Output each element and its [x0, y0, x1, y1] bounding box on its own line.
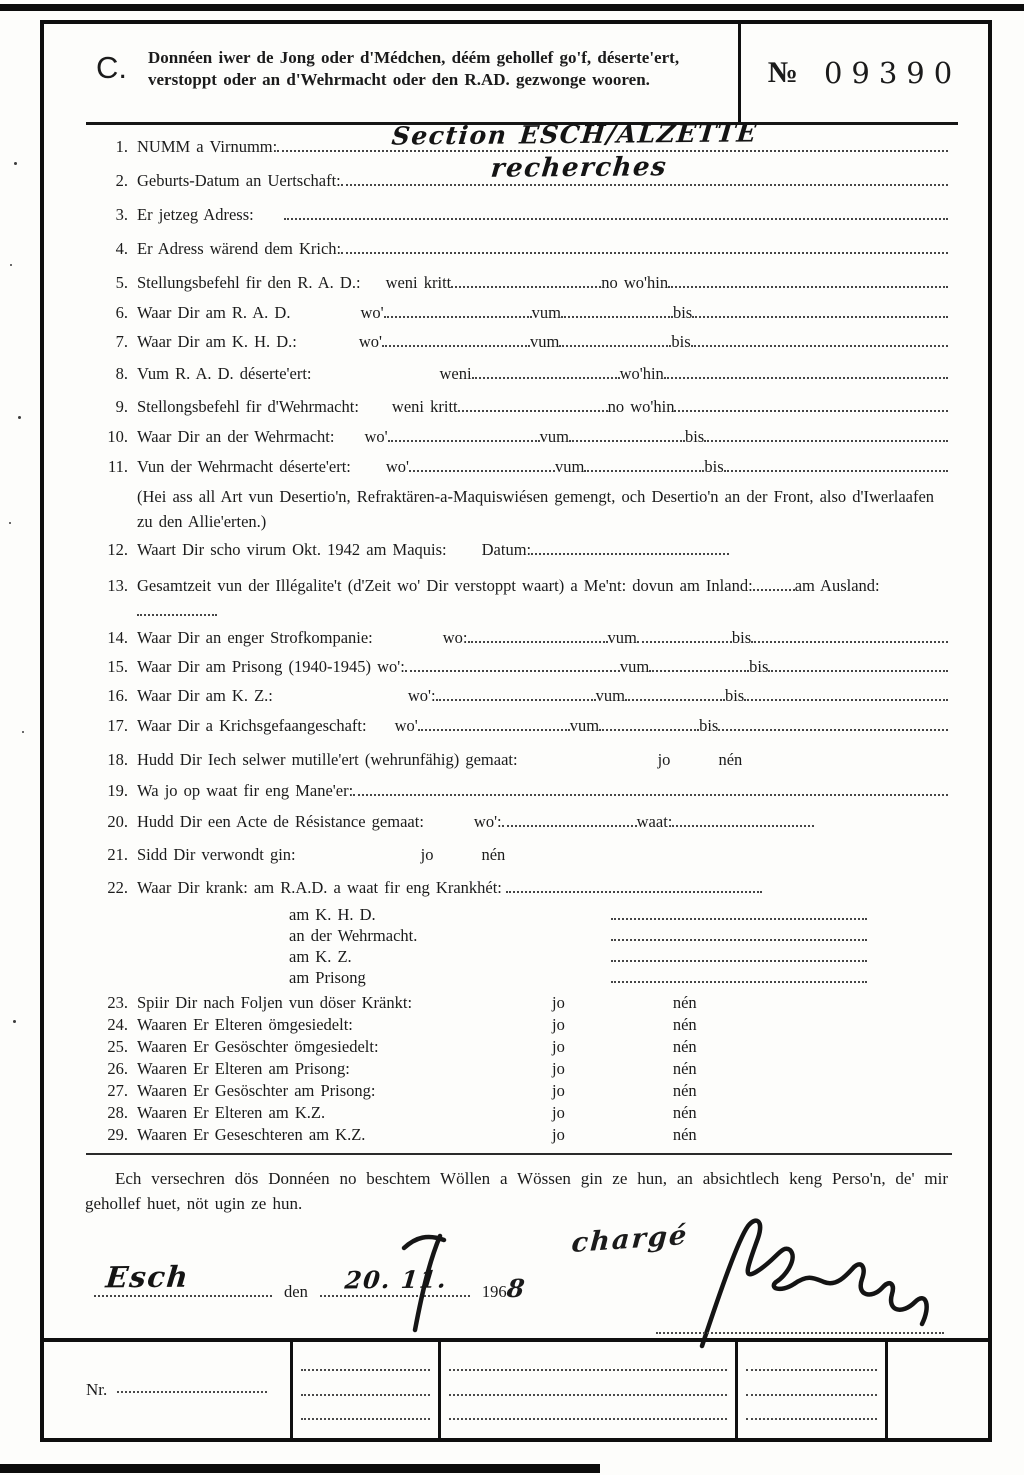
- document-number: 09390: [823, 56, 962, 90]
- row-content: [137, 1103, 948, 1123]
- form-row-14: [92, 628, 948, 655]
- scan-top-edge: [0, 4, 1024, 11]
- row-content: [137, 686, 948, 706]
- field-label: an der Wehrmacht.: [289, 926, 418, 945]
- row-content: [137, 576, 880, 620]
- row-number: 3.: [115, 205, 128, 224]
- row-content: [137, 427, 948, 447]
- form-subrow: [92, 968, 948, 989]
- field-label: am K. H. D.: [289, 905, 376, 924]
- form-row-22: [92, 878, 948, 905]
- dotted-blank: [468, 638, 608, 643]
- field-label: Waar Dir krank: am R.A.D. a waat fir eng Krankhét:: [137, 878, 502, 897]
- field-label: am Ausland:: [794, 576, 880, 595]
- field-label: Gesamtzeit vun der Illégalite't (d'Zeit wo' Dir verstoppt waart) a Me'nt: dovun am Inland:: [137, 576, 753, 595]
- form-row-16: [92, 686, 948, 713]
- form-subrow: [92, 905, 948, 926]
- option-jo: jo: [552, 1125, 565, 1144]
- dotted-blank: [384, 313, 532, 318]
- field-label: wo': [394, 716, 418, 735]
- field-label: bis: [671, 332, 691, 351]
- dotted-row-line: [449, 1368, 727, 1371]
- option-nen: nén: [672, 1015, 697, 1034]
- document-title: Donnéen iwer de Jong oder d'Médchen, déém gehollef go'f, déserte'ert, verstoppt oder an d'Wehrmacht oder den R.AD. gezwonge wooren.: [148, 48, 680, 90]
- row-content: [137, 273, 948, 293]
- row-content: [137, 487, 934, 531]
- row-content: [137, 1015, 948, 1035]
- field-label: am Prisong: [289, 968, 366, 987]
- form-subrow: [92, 947, 948, 968]
- field-label: wo:: [442, 628, 468, 647]
- row-number: 22.: [107, 878, 128, 897]
- dotted-blank: [277, 118, 948, 152]
- field-label: Stellungsbefehl fir den R. A. D.:: [137, 273, 361, 292]
- row-number: 17.: [107, 716, 128, 735]
- nr-dotted-line: [117, 1388, 267, 1393]
- row-number: 5.: [115, 273, 128, 292]
- field-label: no wo'hin: [601, 273, 669, 292]
- row-content: [137, 947, 948, 967]
- field-label: Hudd Dir een Acte de Résistance gemaat:: [137, 812, 424, 831]
- row-number: 7.: [115, 332, 128, 351]
- row-content: [137, 1081, 948, 1101]
- dotted-blank: [382, 342, 530, 347]
- row-number: 25.: [107, 1037, 128, 1056]
- dotted-blank: [506, 888, 762, 893]
- dotted-blank: [405, 667, 620, 672]
- signature-line: [656, 1332, 944, 1334]
- dotted-blank: [611, 957, 867, 962]
- row-number: 10.: [107, 427, 128, 446]
- year-printed: 196: [481, 1282, 507, 1302]
- form-row-8: [92, 364, 948, 391]
- document-header: [44, 24, 988, 122]
- form-row-19: [92, 781, 948, 808]
- dotted-blank: [668, 283, 948, 288]
- form-row-10: [92, 427, 948, 454]
- field-label: Waar Dir a Krichsgefaangeschaft:: [137, 716, 367, 735]
- dotted-blank: [502, 822, 637, 827]
- form-row-23: [92, 993, 948, 1015]
- field-label: Er Adress wärend dem Krich:: [137, 239, 342, 258]
- field-label: vum: [539, 427, 569, 446]
- field-label: vum: [555, 457, 585, 476]
- dotted-blank: [436, 696, 596, 701]
- den-label: den: [284, 1282, 308, 1302]
- dotted-blank: [388, 437, 540, 442]
- option-jo: jo: [657, 750, 671, 769]
- dotted-blank: [704, 437, 948, 442]
- row-number: 16.: [107, 686, 128, 705]
- form-row-21: [92, 845, 948, 872]
- field-label: Er jetzeg Adress:: [137, 205, 254, 224]
- row-number: 18.: [107, 750, 128, 769]
- place-date-row: [94, 1259, 527, 1304]
- dotted-blank: [674, 407, 948, 412]
- row-content: [137, 845, 948, 865]
- form-row-27: [92, 1081, 948, 1103]
- field-label: Vun der Wehrmacht déserte'ert:: [137, 457, 351, 476]
- row-number: 6.: [115, 303, 128, 322]
- year-flourish: [396, 1228, 450, 1338]
- option-nen: nén: [718, 750, 743, 769]
- field-label: vum: [595, 686, 625, 705]
- field-label: wo':: [473, 812, 502, 831]
- dotted-blank: [611, 936, 867, 941]
- dotted-blank: [451, 283, 601, 288]
- form-row-3: [92, 205, 948, 232]
- table-cell-empty: [885, 1342, 988, 1438]
- field-label: vum: [619, 657, 650, 676]
- field-label: wo'hin: [619, 364, 664, 383]
- option-nen: nén: [672, 1037, 697, 1056]
- row-number: 20.: [107, 812, 128, 831]
- dotted-blank: [611, 915, 867, 920]
- field-label: Spiir Dir nach Foljen vun döser Kränkt:: [137, 993, 413, 1012]
- field-label: Waar Dir am R. A. D.: [137, 303, 291, 322]
- field-label: bis: [724, 686, 745, 705]
- dotted-blank: [341, 152, 948, 186]
- dotted-blank: [753, 586, 795, 591]
- document-frame: [40, 20, 992, 1442]
- row-content: [137, 812, 948, 832]
- field-label: (Hei ass all Art vun Desertio'n, Refraktären-a-Maquiswiésen gemengt, och Desertio'n an der Front, also d'Iwerlaafen zu den Allie'erten.): [137, 487, 935, 531]
- declaration-text: Ech versechren dös Donnéen no beschtem Wöllen a Wössen gin ze hun, an absichtlech keng Perso'n, de' mir gehollef huet, nöt ugin ze hun.: [85, 1169, 948, 1213]
- table-cell-nr: [44, 1342, 290, 1438]
- row-number: 21.: [107, 845, 128, 864]
- dotted-blank: [531, 550, 729, 555]
- option-jo: jo: [552, 1015, 565, 1034]
- dotted-blank: [418, 726, 570, 731]
- row-content: [137, 1037, 948, 1057]
- row-content: [137, 1125, 948, 1145]
- dotted-blank: [559, 342, 671, 347]
- field-label: bis: [672, 303, 693, 322]
- option-jo: jo: [552, 993, 565, 1012]
- form-row-29: [92, 1125, 948, 1147]
- dotted-blank: [751, 638, 948, 643]
- declaration-paragraph: [44, 1155, 988, 1216]
- row-content: [137, 628, 948, 648]
- row-content: [137, 968, 948, 988]
- dotted-row-line: [449, 1417, 727, 1420]
- dotted-blank: [472, 374, 620, 379]
- field-label: vum: [607, 628, 637, 647]
- option-nen: nén: [672, 993, 697, 1012]
- row-number: 1.: [115, 137, 128, 156]
- dotted-blank: [284, 215, 948, 220]
- row-content: [137, 926, 948, 946]
- field-label: Waar Dir an der Wehrmacht:: [137, 427, 335, 446]
- option-nen: nén: [672, 1125, 697, 1144]
- field-label: wo': [364, 427, 388, 446]
- dotted-blank: [611, 978, 867, 983]
- dotted-row-line: [449, 1393, 727, 1396]
- row-content: [137, 716, 948, 736]
- field-label: vum: [569, 716, 600, 735]
- field-label: weni kritt: [391, 397, 458, 416]
- option-jo: jo: [552, 1059, 565, 1078]
- dotted-row-line: [746, 1368, 877, 1371]
- dotted-blank: [137, 611, 217, 616]
- dotted-blank: [341, 249, 948, 254]
- field-label: bis: [699, 716, 719, 735]
- dotted-row-line: [301, 1393, 430, 1396]
- row-content: [137, 540, 948, 560]
- section-letter: C.: [96, 50, 127, 85]
- dotted-blank: [584, 467, 704, 472]
- row-content: [137, 781, 948, 801]
- field-label: wo': [358, 332, 383, 351]
- row-number: 13.: [107, 576, 128, 595]
- dotted-blank: [768, 667, 948, 672]
- field-label: Waaren Er Geseschteren am K.Z.: [137, 1125, 366, 1144]
- numero-symbol: №: [767, 56, 798, 89]
- row-number: 29.: [107, 1125, 128, 1144]
- form-row-26: [92, 1059, 948, 1081]
- place-handwriting: Esch: [104, 1259, 191, 1295]
- dotted-blank: [625, 696, 725, 701]
- dotted-blank: [561, 313, 673, 318]
- option-nen: nén: [672, 1081, 697, 1100]
- field-label: wo': [385, 457, 410, 476]
- form-row-9: [92, 397, 948, 424]
- option-jo: jo: [420, 845, 434, 864]
- row-content: [137, 303, 948, 323]
- handwritten-entry: Section ESCH/ALZETTE: [390, 118, 759, 151]
- field-label: Waar Dir am K. H. D.:: [137, 332, 297, 351]
- field-label: bis: [704, 457, 724, 476]
- form-row-11: [92, 457, 948, 484]
- field-label: Stellongsbefehl fir d'Wehrmacht:: [137, 397, 359, 416]
- dotted-blank: [664, 374, 948, 379]
- field-label: Waar Dir am K. Z.:: [137, 686, 273, 705]
- dotted-blank: [672, 822, 814, 827]
- dotted-blank: [718, 726, 948, 731]
- field-label: Waaren Er Gesöschter am Prisong:: [137, 1081, 376, 1100]
- field-label: Sidd Dir verwondt gin:: [137, 845, 296, 864]
- field-label: am K. Z.: [289, 947, 352, 966]
- field-label: Waart Dir scho virum Okt. 1942 am Maquis:: [137, 540, 447, 559]
- row-number: 9.: [115, 397, 128, 416]
- form-row-28: [92, 1103, 948, 1125]
- field-label: Datum:: [481, 540, 532, 559]
- form-row-25: [92, 1037, 948, 1059]
- form-row-13: [92, 573, 948, 623]
- field-label: Waaren Er Gesöschter ömgesiedelt:: [137, 1037, 379, 1056]
- field-label: weni kritt: [385, 273, 452, 292]
- dotted-row-line: [746, 1417, 877, 1420]
- option-nen: nén: [672, 1103, 697, 1122]
- row-content: [137, 397, 948, 417]
- row-content: [137, 205, 948, 225]
- dotted-blank: [353, 791, 948, 796]
- table-cell: [438, 1342, 735, 1438]
- row-number: 12.: [107, 540, 128, 559]
- field-label: bis: [684, 427, 705, 446]
- field-label: wo': [360, 303, 384, 322]
- form-row-2: [92, 152, 948, 198]
- field-label: Waaren Er Elteren am Prisong:: [137, 1059, 350, 1078]
- form-row-20: [92, 812, 948, 839]
- form-row-24: [92, 1015, 948, 1037]
- dotted-row-line: [301, 1417, 430, 1420]
- row-content: [137, 332, 948, 352]
- form-row-5: [92, 273, 948, 300]
- form-row-15: [92, 657, 948, 684]
- field-label: Waaren Er Elteren am K.Z.: [137, 1103, 326, 1122]
- field-label: weni: [439, 364, 472, 383]
- field-label: Hudd Dir Iech selwer mutille'ert (wehrunfähig) gemaat:: [137, 750, 518, 769]
- option-jo: jo: [552, 1103, 565, 1122]
- option-jo: jo: [552, 1081, 565, 1100]
- dotted-row-line: [301, 1368, 430, 1371]
- bottom-table: [44, 1338, 988, 1438]
- field-label: Geburts-Datum an Uertschaft:: [137, 171, 341, 190]
- field-label: Waar Dir am Prisong (1940-1945) wo':: [137, 657, 405, 676]
- row-number: 8.: [115, 364, 128, 383]
- row-number: 2.: [115, 171, 128, 190]
- field-label: Waar Dir an enger Strofkompanie:: [137, 628, 373, 647]
- row-content: [137, 457, 948, 477]
- row-number: 15.: [107, 657, 128, 676]
- row-content: [137, 364, 948, 384]
- row-number: 4.: [115, 239, 128, 258]
- form-row-4: [92, 239, 948, 266]
- row-content: [137, 1059, 948, 1079]
- scan-bottom-edge: [0, 1464, 600, 1473]
- dotted-blank: [569, 437, 685, 442]
- row-number: 19.: [107, 781, 128, 800]
- place-blank: [94, 1259, 272, 1297]
- form-subrow: [92, 926, 948, 947]
- charge-handwriting: chargé: [570, 1220, 690, 1260]
- document-number-cell: [738, 24, 988, 122]
- date-handwriting: 20. 11.: [343, 1264, 449, 1295]
- row-content: [137, 878, 948, 898]
- form-note: [92, 484, 948, 534]
- nr-label: Nr.: [86, 1380, 108, 1399]
- option-jo: jo: [552, 1037, 565, 1056]
- dotted-blank: [409, 467, 555, 472]
- row-number: 28.: [107, 1103, 128, 1122]
- form-row-18: [92, 750, 948, 777]
- handwritten-entry: recherches: [489, 152, 669, 184]
- dotted-blank: [649, 667, 749, 672]
- field-label: bis: [749, 657, 769, 676]
- field-label: Waaren Er Elteren ömgesiedelt:: [137, 1015, 353, 1034]
- year-digit-handwriting: 8: [505, 1274, 527, 1304]
- field-label: Wa jo op waat fir eng Mane'er:: [137, 781, 354, 800]
- table-cell: [735, 1342, 885, 1438]
- row-number: 24.: [107, 1015, 128, 1034]
- form-body: [44, 118, 988, 1147]
- form-row-6: [92, 303, 948, 330]
- dotted-blank: [691, 342, 948, 347]
- form-row-17: [92, 716, 948, 743]
- row-number: 14.: [107, 628, 128, 647]
- form-row-7: [92, 332, 948, 359]
- dotted-blank: [637, 638, 732, 643]
- row-content: [137, 750, 948, 770]
- row-content: [137, 239, 948, 259]
- field-label: waat:: [636, 812, 673, 831]
- form-row-12: [92, 540, 948, 567]
- field-label: Vum R. A. D. déserte'ert:: [137, 364, 312, 383]
- dotted-row-line: [746, 1393, 877, 1396]
- dotted-blank: [724, 467, 948, 472]
- dotted-blank: [599, 726, 699, 731]
- dotted-blank: [744, 696, 948, 701]
- row-content: [137, 152, 948, 191]
- row-content: [137, 657, 948, 677]
- row-content: [137, 905, 948, 925]
- row-number: 11.: [107, 457, 128, 476]
- dotted-blank: [458, 407, 608, 412]
- row-number: 27.: [107, 1081, 128, 1100]
- row-number: 26.: [107, 1059, 128, 1078]
- field-label: NUMM a Virnumm:: [137, 137, 278, 156]
- field-label: vum: [530, 332, 560, 351]
- option-nen: nén: [672, 1059, 697, 1078]
- field-label: bis: [731, 628, 752, 647]
- option-nen: nén: [481, 845, 506, 864]
- field-label: vum: [531, 303, 561, 322]
- field-label: wo':: [407, 686, 436, 705]
- row-number: 23.: [107, 993, 128, 1012]
- dotted-blank: [692, 313, 948, 318]
- row-content: [137, 993, 948, 1013]
- table-cell: [290, 1342, 438, 1438]
- field-label: no wo'hin: [607, 397, 675, 416]
